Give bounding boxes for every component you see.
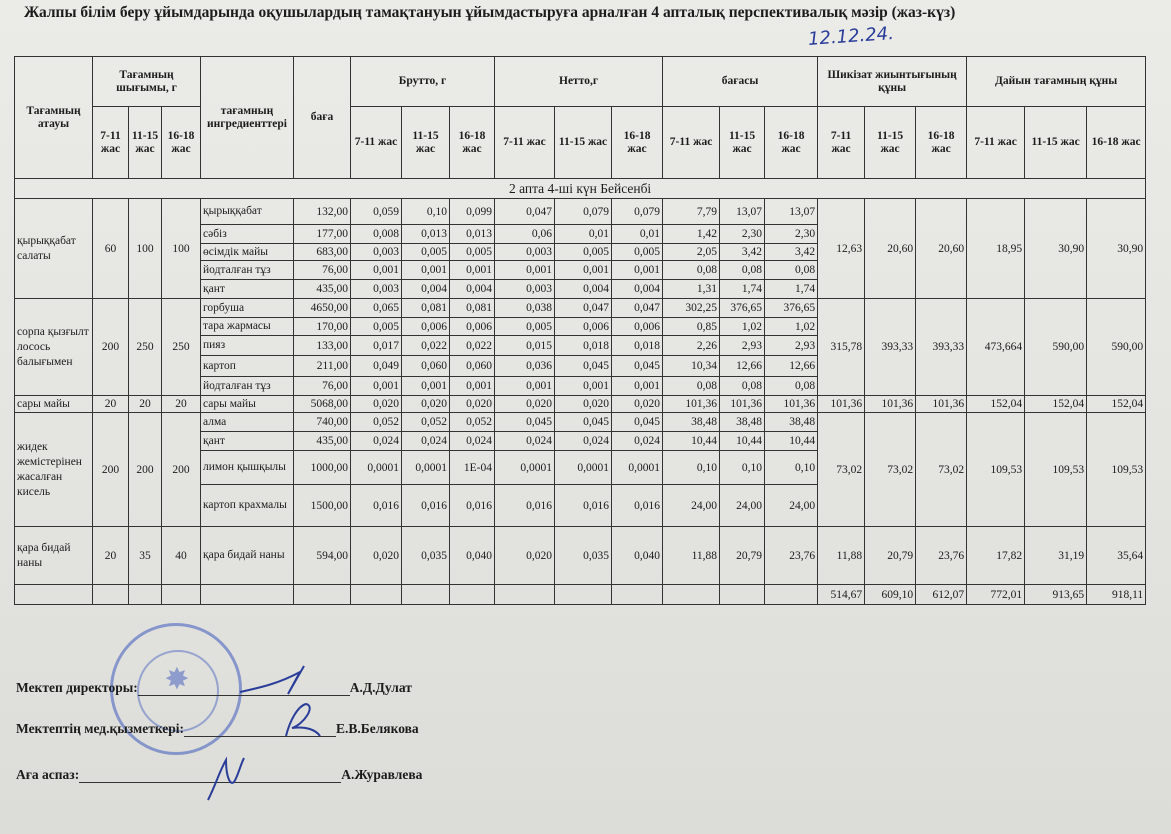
ingredient-netto: 0,016 [495,485,555,527]
ingredient-name: қант [201,280,294,299]
ingredient-netto: 0,005 [612,244,663,261]
ingredient-cost: 101,36 [663,396,720,413]
ingredient-netto: 0,005 [495,318,555,336]
ingredient-price: 740,00 [294,413,351,432]
ingredient-brutto: 0,059 [351,199,402,225]
empty-cell [555,585,612,605]
ingredient-netto: 0,024 [612,432,663,451]
ingredient-brutto: 0,005 [450,244,495,261]
dish-raw-cost: 101,36 [916,396,967,413]
ingredient-netto: 0,016 [555,485,612,527]
dish-ready-cost: 17,82 [967,527,1025,585]
ingredient-brutto: 0,003 [351,244,402,261]
ingredient-cost: 10,44 [663,432,720,451]
dish-portion: 200 [129,413,162,527]
dish-raw-cost: 393,33 [916,299,967,396]
ingredient-netto: 0,001 [612,377,663,396]
ingredient-price: 1000,00 [294,451,351,485]
ingredient-brutto: 0,0001 [351,451,402,485]
ingredient-name: картоп крахмалы [201,485,294,527]
dish-portion: 20 [162,396,201,413]
ingredient-cost: 0,85 [663,318,720,336]
ingredient-price: 211,00 [294,356,351,377]
ingredient-cost: 302,25 [663,299,720,318]
ingredient-cost: 1,31 [663,280,720,299]
ingredient-netto: 0,045 [495,413,555,432]
ingredient-name: йодталған тұз [201,377,294,396]
ingredient-name: картоп [201,356,294,377]
dish-ready-cost: 109,53 [1087,413,1146,527]
dish-portion: 100 [129,199,162,299]
ingredient-price: 177,00 [294,225,351,244]
ingredient-price: 170,00 [294,318,351,336]
ingredient-netto: 0,06 [495,225,555,244]
ingredient-brutto: 0,099 [450,199,495,225]
ingredient-netto: 0,001 [612,261,663,280]
ingredient-cost: 13,07 [720,199,765,225]
dish-ready-cost: 152,04 [967,396,1025,413]
ingredient-brutto: 0,001 [450,377,495,396]
ingredient-brutto: 0,020 [351,527,402,585]
handwritten-date: 12.12.24. [807,23,895,50]
ingredient-netto: 0,006 [612,318,663,336]
ingredient-brutto: 0,024 [351,432,402,451]
ingredient-row [15,299,1146,318]
header-portion: Тағамның шығымы, г [93,57,201,107]
ingredient-netto: 0,018 [612,336,663,356]
dish-portion: 200 [93,413,129,527]
ingredient-brutto: 0,013 [450,225,495,244]
ingredient-name: қара бидай наны [201,527,294,585]
ingredient-brutto: 0,052 [351,413,402,432]
ingredient-price: 132,00 [294,199,351,225]
ingredient-netto: 0,005 [555,244,612,261]
chef-signature-scribble [200,754,250,804]
ingredient-netto: 0,045 [612,356,663,377]
ingredient-price: 594,00 [294,527,351,585]
dish-portion: 60 [93,199,129,299]
ingredient-cost: 0,08 [720,377,765,396]
dish-portion: 20 [93,527,129,585]
header-raw-cost: Шикізат жиынтығының құны [818,57,967,107]
ingredient-price: 5068,00 [294,396,351,413]
ingredient-brutto: 0,022 [450,336,495,356]
ingredient-netto: 0,045 [555,356,612,377]
empty-cell [450,585,495,605]
ingredient-price: 1500,00 [294,485,351,527]
ingredient-brutto: 1E-04 [450,451,495,485]
ingredient-cost: 3,42 [720,244,765,261]
ingredient-name: қырыққабат [201,199,294,225]
empty-cell [294,585,351,605]
ingredient-price: 683,00 [294,244,351,261]
ingredient-cost: 38,48 [720,413,765,432]
ingredient-cost: 10,34 [663,356,720,377]
ingredient-name: горбуша [201,299,294,318]
ingredient-netto: 0,003 [495,244,555,261]
ingredient-cost: 2,93 [765,336,818,356]
total-raw-cost: 514,67 [818,585,865,605]
ingredient-cost: 1,42 [663,225,720,244]
ingredient-cost: 23,76 [765,527,818,585]
ingredient-netto: 0,024 [495,432,555,451]
ingredient-netto: 0,001 [555,261,612,280]
age-header-brutto: 7-11 жас [351,107,402,179]
ingredient-price: 133,00 [294,336,351,356]
ingredient-cost: 0,08 [663,261,720,280]
ingredient-name: тара жармасы [201,318,294,336]
ingredient-brutto: 0,060 [450,356,495,377]
ingredient-name: қант [201,432,294,451]
ingredient-cost: 2,26 [663,336,720,356]
ingredient-netto: 0,006 [555,318,612,336]
ingredient-name: йодталған тұз [201,261,294,280]
ingredient-netto: 0,015 [495,336,555,356]
ingredient-brutto: 0,017 [351,336,402,356]
empty-cell [663,585,720,605]
dish-raw-cost: 11,88 [818,527,865,585]
dish-raw-cost: 315,78 [818,299,865,396]
director-signature-scribble [238,662,308,698]
ingredient-netto: 0,001 [555,377,612,396]
dish-portion: 250 [162,299,201,396]
ingredient-price: 76,00 [294,261,351,280]
header-ready-cost: Дайын тағамның құны [967,57,1146,107]
ingredient-price: 435,00 [294,280,351,299]
ingredient-brutto: 0,065 [351,299,402,318]
dish-ready-cost: 109,53 [967,413,1025,527]
dish-ready-cost: 473,664 [967,299,1025,396]
age-header-cost: 7-11 жас [663,107,720,179]
age-header-netto: 11-15 жас [555,107,612,179]
ingredient-netto: 0,047 [612,299,663,318]
empty-cell [201,585,294,605]
ingredient-cost: 20,79 [720,527,765,585]
ingredient-row [15,527,1146,585]
total-ready-cost: 913,65 [1025,585,1087,605]
ingredient-cost: 11,88 [663,527,720,585]
total-raw-cost: 609,10 [865,585,916,605]
dish-ready-cost: 18,95 [967,199,1025,299]
ingredient-brutto: 0,013 [402,225,450,244]
ingredient-brutto: 0,001 [351,261,402,280]
ingredient-brutto: 0,016 [351,485,402,527]
signature-name: Е.В.Белякова [336,721,419,736]
dish-raw-cost: 20,79 [865,527,916,585]
ingredient-netto: 0,024 [555,432,612,451]
age-header-ready: 11-15 жас [1025,107,1087,179]
empty-cell [495,585,555,605]
ingredient-brutto: 0,005 [351,318,402,336]
ingredient-netto: 0,020 [612,396,663,413]
stamp-emblem-icon: ✸ [164,663,190,696]
ingredient-cost: 2,05 [663,244,720,261]
ingredient-cost: 0,08 [720,261,765,280]
menu-table [14,56,1146,605]
ingredient-cost: 2,30 [720,225,765,244]
dish-raw-cost: 73,02 [818,413,865,527]
ingredient-row [15,413,1146,432]
dish-portion: 20 [129,396,162,413]
dish-raw-cost: 20,60 [865,199,916,299]
ingredient-cost: 13,07 [765,199,818,225]
ingredient-cost: 38,48 [765,413,818,432]
ingredient-netto: 0,047 [495,199,555,225]
ingredient-brutto: 0,001 [450,261,495,280]
age-header-raw: 7-11 жас [818,107,865,179]
dish-portion: 40 [162,527,201,585]
age-header-brutto: 11-15 жас [402,107,450,179]
age-header-raw: 11-15 жас [865,107,916,179]
ingredient-cost: 24,00 [720,485,765,527]
dish-name: жидек жемістерінен жасалған кисель [15,413,93,527]
empty-cell [765,585,818,605]
ingredient-cost: 12,66 [765,356,818,377]
signature-role: Мектептің мед.қызметкері: [16,721,185,736]
ingredient-brutto: 0,016 [450,485,495,527]
ingredient-price: 435,00 [294,432,351,451]
signature-role: Аға аспаз: [16,767,80,782]
ingredient-netto: 0,0001 [612,451,663,485]
dish-raw-cost: 12,63 [818,199,865,299]
ingredient-brutto: 0,001 [402,261,450,280]
empty-cell [93,585,129,605]
ingredient-row [15,396,1146,413]
dish-ready-cost: 31,19 [1025,527,1087,585]
ingredient-brutto: 0,001 [402,377,450,396]
ingredient-netto: 0,079 [555,199,612,225]
ingredient-brutto: 0,035 [402,527,450,585]
header-brutto: Брутто, г [351,57,495,107]
ingredient-name: сәбіз [201,225,294,244]
age-header-row [15,107,1146,179]
signature-medic [16,721,419,737]
header-dish-name: Тағамның атауы [15,57,93,179]
ingredient-netto: 0,045 [612,413,663,432]
ingredient-price: 4650,00 [294,299,351,318]
ingredient-netto: 0,001 [495,377,555,396]
ingredient-brutto: 0,006 [402,318,450,336]
dish-portion: 200 [93,299,129,396]
ingredient-netto: 0,016 [612,485,663,527]
ingredient-brutto: 0,040 [450,527,495,585]
ingredient-cost: 12,66 [720,356,765,377]
ingredient-brutto: 0,060 [402,356,450,377]
ingredient-netto: 0,004 [555,280,612,299]
empty-cell [402,585,450,605]
ingredient-cost: 7,79 [663,199,720,225]
ingredient-netto: 0,045 [555,413,612,432]
dish-ready-cost: 30,90 [1087,199,1146,299]
ingredient-netto: 0,020 [495,396,555,413]
ingredient-cost: 376,65 [720,299,765,318]
ingredient-brutto: 0,020 [450,396,495,413]
signature-director [16,680,412,696]
empty-cell [612,585,663,605]
dish-portion: 100 [162,199,201,299]
ingredient-brutto: 0,004 [450,280,495,299]
ingredient-price: 76,00 [294,377,351,396]
ingredient-brutto: 0,003 [351,280,402,299]
ingredient-cost: 24,00 [663,485,720,527]
empty-cell [720,585,765,605]
ingredient-cost: 24,00 [765,485,818,527]
ingredient-brutto: 0,020 [402,396,450,413]
ingredient-cost: 38,48 [663,413,720,432]
ingredient-cost: 1,74 [765,280,818,299]
dish-raw-cost: 101,36 [865,396,916,413]
ingredient-netto: 0,001 [495,261,555,280]
signature-name: А.Журавлева [341,767,423,782]
ingredient-brutto: 0,052 [450,413,495,432]
ingredient-cost: 0,10 [720,451,765,485]
ingredient-netto: 0,003 [495,280,555,299]
ingredient-brutto: 0,081 [450,299,495,318]
ingredient-cost: 2,30 [765,225,818,244]
header-ingredient: тағамның ингредиенттері [201,57,294,179]
dish-ready-cost: 152,04 [1025,396,1087,413]
dish-raw-cost: 393,33 [865,299,916,396]
empty-cell [15,585,93,605]
total-ready-cost: 918,11 [1087,585,1146,605]
ingredient-cost: 101,36 [720,396,765,413]
dish-name: сорпа қызғылт лосось балығымен [15,299,93,396]
ingredient-netto: 0,035 [555,527,612,585]
dish-name: қырыққабат салаты [15,199,93,299]
dish-ready-cost: 30,90 [1025,199,1087,299]
ingredient-cost: 10,44 [765,432,818,451]
ingredient-name: сары майы [201,396,294,413]
age-header-brutto: 16-18 жас [450,107,495,179]
ingredient-cost: 0,08 [765,377,818,396]
ingredient-cost: 0,08 [663,377,720,396]
ingredient-brutto: 0,016 [402,485,450,527]
age-header-cost: 16-18 жас [765,107,818,179]
ingredient-cost: 0,10 [765,451,818,485]
age-header-portion: 7-11 жас [93,107,129,179]
ingredient-cost: 1,74 [720,280,765,299]
age-header-raw: 16-18 жас [916,107,967,179]
dish-ready-cost: 590,00 [1025,299,1087,396]
ingredient-brutto: 0,005 [402,244,450,261]
ingredient-netto: 0,01 [555,225,612,244]
ingredient-brutto: 0,0001 [402,451,450,485]
ingredient-brutto: 0,024 [402,432,450,451]
ingredient-netto: 0,004 [612,280,663,299]
dish-raw-cost: 20,60 [916,199,967,299]
total-ready-cost: 772,01 [967,585,1025,605]
total-raw-cost: 612,07 [916,585,967,605]
medic-signature-scribble [276,700,326,740]
ingredient-brutto: 0,10 [402,199,450,225]
signature-name: А.Д.Дулат [349,680,412,695]
age-header-portion: 11-15 жас [129,107,162,179]
header-cost: бағасы [663,57,818,107]
ingredient-netto: 0,018 [555,336,612,356]
age-header-portion: 16-18 жас [162,107,201,179]
header-netto: Нетто,г [495,57,663,107]
ingredient-brutto: 0,049 [351,356,402,377]
dish-name: сары майы [15,396,93,413]
ingredient-name: өсімдік майы [201,244,294,261]
ingredient-netto: 0,040 [612,527,663,585]
ingredient-cost: 1,02 [765,318,818,336]
ingredient-name: пияз [201,336,294,356]
ingredient-netto: 0,0001 [495,451,555,485]
dish-portion: 20 [93,396,129,413]
age-header-netto: 16-18 жас [612,107,663,179]
age-header-cost: 11-15 жас [720,107,765,179]
dish-portion: 250 [129,299,162,396]
document-title: Жалпы білім беру ұйымдарында оқушылардың тамақтануын ұйымдастыруға арналған 4 апталық перспективалық мәзір (жаз-күз) [24,4,956,21]
ingredient-netto: 0,047 [555,299,612,318]
ingredient-brutto: 0,006 [450,318,495,336]
dish-ready-cost: 590,00 [1087,299,1146,396]
ingredient-netto: 0,079 [612,199,663,225]
ingredient-netto: 0,0001 [555,451,612,485]
ingredient-brutto: 0,022 [402,336,450,356]
ingredient-netto: 0,020 [495,527,555,585]
header-price: баға [294,57,351,179]
ingredient-name: алма [201,413,294,432]
ingredient-brutto: 0,081 [402,299,450,318]
ingredient-cost: 10,44 [720,432,765,451]
menu-body [15,179,1146,605]
empty-cell [162,585,201,605]
ingredient-cost: 3,42 [765,244,818,261]
ingredient-cost: 2,93 [720,336,765,356]
ingredient-brutto: 0,001 [351,377,402,396]
ingredient-cost: 0,08 [765,261,818,280]
totals-row [15,585,1146,605]
dish-ready-cost: 109,53 [1025,413,1087,527]
ingredient-cost: 101,36 [765,396,818,413]
dish-name: қара бидай наны [15,527,93,585]
ingredient-netto: 0,020 [555,396,612,413]
empty-cell [351,585,402,605]
signature-role: Мектеп директоры: [16,680,138,695]
ingredient-cost: 376,65 [765,299,818,318]
age-header-ready: 16-18 жас [1087,107,1146,179]
ingredient-name: лимон қышқылы [201,451,294,485]
dish-raw-cost: 73,02 [865,413,916,527]
ingredient-cost: 1,02 [720,318,765,336]
dish-portion: 35 [129,527,162,585]
ingredient-brutto: 0,020 [351,396,402,413]
dish-ready-cost: 152,04 [1087,396,1146,413]
ingredient-netto: 0,038 [495,299,555,318]
dish-raw-cost: 101,36 [818,396,865,413]
dish-portion: 200 [162,413,201,527]
dish-raw-cost: 23,76 [916,527,967,585]
day-label: 2 апта 4-ші күн Бейсенбі [15,179,1146,199]
ingredient-netto: 0,036 [495,356,555,377]
ingredient-brutto: 0,052 [402,413,450,432]
ingredient-brutto: 0,008 [351,225,402,244]
ingredient-cost: 0,10 [663,451,720,485]
ingredient-row [15,199,1146,225]
age-header-ready: 7-11 жас [967,107,1025,179]
ingredient-brutto: 0,004 [402,280,450,299]
age-header-netto: 7-11 жас [495,107,555,179]
empty-cell [129,585,162,605]
dish-ready-cost: 35,64 [1087,527,1146,585]
ingredient-netto: 0,01 [612,225,663,244]
dish-raw-cost: 73,02 [916,413,967,527]
ingredient-brutto: 0,024 [450,432,495,451]
